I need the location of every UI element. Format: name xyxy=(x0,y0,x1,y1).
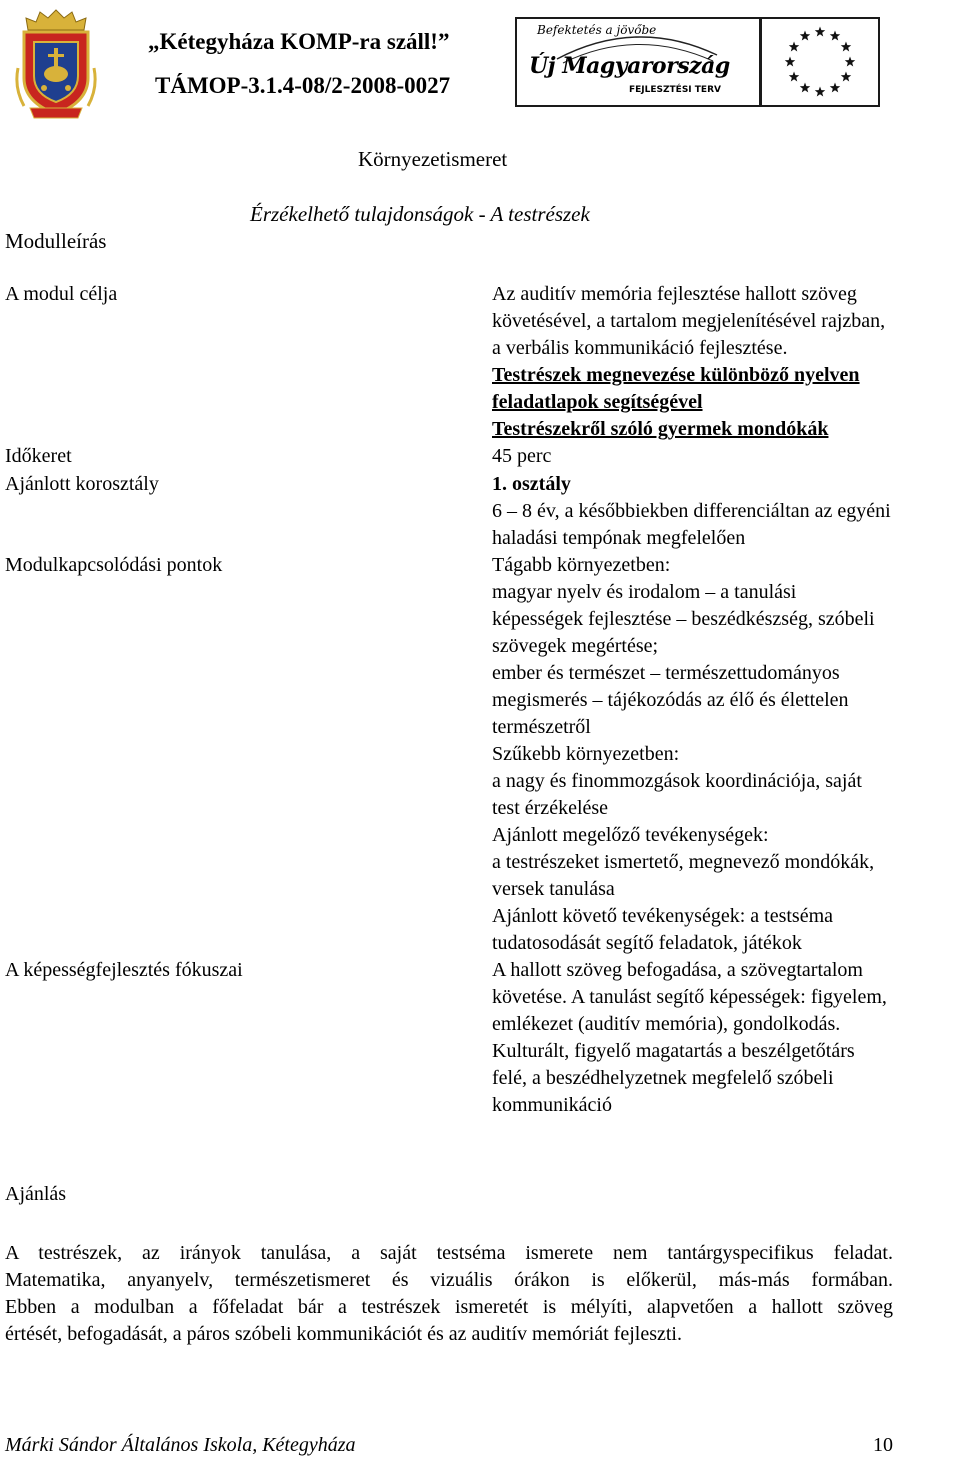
kapcsolodas-line: természetről xyxy=(492,716,591,738)
eu-star-icon xyxy=(830,82,840,92)
kapcsolodas-line: magyar nyelv és irodalom – a tanulási xyxy=(492,581,797,603)
footer-school: Márki Sándor Általános Iskola, Kétegyháza xyxy=(5,1434,356,1456)
eu-star-icon xyxy=(841,72,851,82)
kapcsolodas-line: Szűkebb környezetben: xyxy=(492,743,680,765)
label-kapcsolodas: Modulkapcsolódási pontok xyxy=(5,554,223,576)
korosztaly-grade: 1. osztály xyxy=(492,473,571,495)
label-fokusz: A képességfejlesztés fókuszai xyxy=(5,959,243,981)
cel-line: Az auditív memória fejlesztése hallott szöveg xyxy=(492,283,857,305)
kapcsolodas-line: képességek fejlesztése – beszédkészség, szóbeli xyxy=(492,608,875,630)
eu-star-icon xyxy=(800,82,810,92)
eu-star-icon xyxy=(789,72,799,82)
fokusz-line: kommunikáció xyxy=(492,1094,612,1116)
fokusz-line: felé, a beszédhelyzetnek megfelelő szóbeli xyxy=(492,1067,834,1089)
ajanlas-heading: Ajánlás xyxy=(5,1183,67,1205)
ajanlas-line: Matematika, anyanyelv, természetismeret és vizuális órákon is előkerül, más-más formában. xyxy=(5,1269,893,1291)
project-code: TÁMOP-3.1.4-08/2-2008-0027 xyxy=(155,73,451,98)
eu-star-icon xyxy=(800,31,810,41)
page-number: 10 xyxy=(873,1434,893,1456)
kapcsolodas-line: ember és természet – természettudományos xyxy=(492,662,840,684)
kapcsolodas-line: test érzékelése xyxy=(492,797,609,819)
logo-name: Új Magyarország xyxy=(529,53,730,79)
label-korosztaly: Ajánlott korosztály xyxy=(5,473,159,495)
cel-line: a verbális kommunikáció fejlesztése. xyxy=(492,337,788,359)
kapcsolodas-line: Ajánlott követő tevékenységek: a testséma xyxy=(492,905,834,927)
label-idokeret: Időkeret xyxy=(5,445,72,467)
ajanlas-line: Ebben a modulban a főfeladat bár a testrészek ismeretét is mélyíti, alapvetően a hallott szöveg xyxy=(5,1296,893,1318)
kapcsolodas-line: Tágabb környezetben: xyxy=(492,554,671,576)
korosztaly-line: haladási tempónak megfelelően xyxy=(492,527,746,549)
label-modul-celja: A modul célja xyxy=(5,283,118,305)
eu-star-icon xyxy=(815,27,825,37)
cel-link[interactable]: Testrészekről szóló gyermek mondókák xyxy=(492,418,829,440)
fokusz-line: követése. A tanulást segítő képességek: figyelem, xyxy=(492,986,887,1008)
kapcsolodas-line: a nagy és finommozgások koordinációja, saját xyxy=(492,770,862,792)
cel-line: követésével, a tartalom megjelenítésével rajzban, xyxy=(492,310,886,332)
cel-link[interactable]: Testrészek megnevezése különböző nyelven xyxy=(492,364,860,386)
project-title: „Kétegyháza KOMP-ra száll!” xyxy=(148,29,450,54)
fokusz-line: Kulturált, figyelő magatartás a beszélgetőtárs xyxy=(492,1040,855,1062)
idokeret-value: 45 perc xyxy=(492,445,552,467)
uj-magyarorszag-logo xyxy=(515,17,761,107)
eu-star-icon xyxy=(815,87,825,97)
kapcsolodas-line: a testrészeket ismertető, megnevező mondókák, xyxy=(492,851,875,873)
kapcsolodas-line: tudatosodását segítő feladatok, játékok xyxy=(492,932,802,954)
ajanlas-line: A testrészek, az irányok tanulása, a saját testséma ismerete nem tantárgyspecifikus feladat. xyxy=(5,1242,893,1264)
eu-star-icon xyxy=(845,57,855,67)
cel-link[interactable]: feladatlapok segítségével xyxy=(492,391,703,413)
logo-tagline: Befektetés a jövőbe xyxy=(537,23,657,37)
eu-star-icon xyxy=(841,42,851,52)
ajanlas-line: értését, befogadását, a páros szóbeli kommunikációt és az auditív memóriát fejleszti. xyxy=(5,1323,682,1345)
eu-star-icon xyxy=(789,42,799,52)
fokusz-line: A hallott szöveg befogadása, a szövegtartalom xyxy=(492,959,863,981)
kapcsolodas-line: megismerés – tájékozódás az élő és élettelen xyxy=(492,689,849,711)
kapcsolodas-line: Ajánlott megelőző tevékenységek: xyxy=(492,824,769,846)
kapcsolodas-line: szövegek megértése; xyxy=(492,635,659,657)
eu-star-icon xyxy=(830,31,840,41)
module-heading: Modulleírás xyxy=(5,229,107,253)
eu-stars-icon xyxy=(760,17,880,107)
fokusz-line: emlékezet (auditív memória), gondolkodás. xyxy=(492,1013,841,1035)
coat-of-arms-icon xyxy=(14,8,98,120)
korosztaly-line: 6 – 8 év, a későbbiekben differenciáltan az egyéni xyxy=(492,500,891,522)
logo-subname: FEJLESZTÉSI TERV xyxy=(629,85,721,95)
ajanlas-paragraph xyxy=(5,1240,893,1348)
subject-title: Környezetismeret xyxy=(358,147,508,171)
topic-title: Érzékelhető tulajdonságok - A testrészek xyxy=(250,202,590,226)
eu-star-icon xyxy=(785,57,795,67)
kapcsolodas-line: versek tanulása xyxy=(492,878,615,900)
